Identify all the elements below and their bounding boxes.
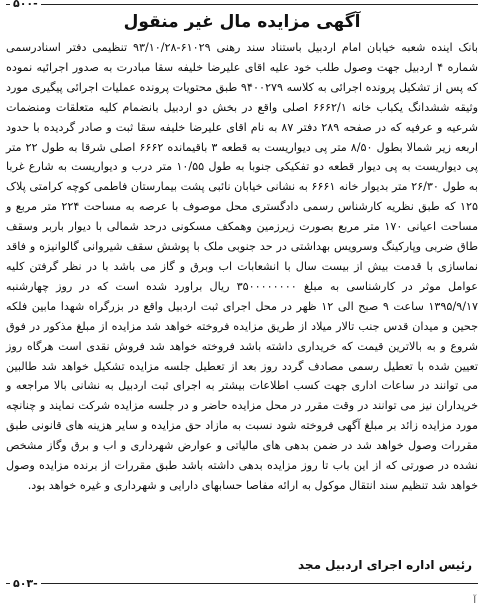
notice-body: بانک اینده شعبه خیابان امام اردبیل باستناد سند رهنی ۶۱۰۲۹-۹۳/۱۰/۲۸ تنظیمی دفتر اسنادرسمی شماره ۴ اردبیل جهت وصول طلب خود علیه اقای علیرضا خلیفه سقا مبادرت به صدور اجرائیه نموده که پس از تشکیل پرونده اجرائی به کلاسه ۹۴۰۰۲۷۹ طبق محتویات پرونده عملیات اجرائی پیگیری مورد وثیقه ششدانگ یکباب خانه ۶۶۶۲/۱ اصلی واقع در بخش دو اردبیل بانضمام کلیه متعلقات ومنضمات شرعیه و عرفیه که در صفحه ۲۸۹ دفتر ۸۷ به نام اقای علیرضا خلیفه سقا ثبت و صادر گردیده با حدود اربعه زیر شمالا بطول ۸/۵۰ متر پی دیواریست به قطعه ۳ باقیمانده ۶۶۶۲ اصلی شرقا به طول ۲۲ متر پی دیواریست به پی دیوار قطعه دو تفکیکی جنوبا به طول ۱۰/۵۵ متر درب و دیواریست به شارع غربا به طول ۲۶/۳۰ متر بدیوار خانه ۶۶۶۱ به نشانی خیابان نائبی پشت بیمارستان فاطمی کوچه کرامتی پلاک ۱۲۵ که طبق نظریه کارشناس رسمی دادگستری محل موصوف با عرصه به مساحت ۲۲۴ متر مربع و مساحت اعیانی ۱۷۰ متر مربع بصورت زیرزمین وهمکف مسکونی درحد شمالی با دیوار باربر وسقف طاق ضربی وپارکینگ وسرویس بهداشتی در حد جنوبی ملک با پوشش سقف شیروانی گالوانیزه و فاقد نماسازی با قدمت بیش از بیست سال با انشعابات اب وبرق و گاز می باشد با در نظر گرفتن کلیه عوامل موثر در کارشناسی به مبلغ ۳۵۰۰۰۰۰۰۰۰ ریال براورد شده است که در روز چهارشنبه ۱۳۹۵/۹/۱۷ ساعت ۹ صبح الی ۱۲ ظهر در محل اجرای ثبت اردبیل واقع در بزرگراه شهدا مابین فلکه جحین و میدان قدس جنب تالار میلاد از طریق مزایده فروخته خواهد شد مزایده از مبلغ مذکور در فوق شروع و به بالاترین قیمت که خریداری داشته باشد فروخته خواهد شد فروش نقدی است هرگاه روز تعیین شده با تعطیل رسمی مصادف گردد روز بعد از تعطیل جلسه مزایده تشکیل خواهد شد طالبین می توانند در ساعات اداری جهت کسب اطلاعات بیشتر به اجرای ثبت اردبیل به نشانی بالا مراجعه و خریداران نیز می توانند در وقت مقرر در محل مزایده حاضر و در جلسه مزایده شرکت نمایند و چنانچه مورد مزایده زائد بر مبلغ آگهی فروخته شود نسبت به مازاد حق مزایده و سایر هزینه های قانونی طبق مقررات وصول خواهد شد در ضمن بدهی های مالیاتی و عوارض شهرداری و اب و برق وگاز مشخص نشده در صورتی که از این باب تا روز مزایده بدهی داشته باشد طبق مقررات از برنده مزایده وصول خواهد شد تنظیم سند انتقال موکول به ارائه مفاصا حسابهای دارایی و شهرداری و غیره خواهد بود.: [6, 41, 479, 492]
notice-title: آگهی مزایده مال غیر منقول: [123, 12, 361, 32]
top-divider: [6, 4, 478, 5]
signature: رئیس اداره اجرای اردبیل مجد: [297, 558, 472, 572]
bottom-divider: [6, 583, 478, 584]
next-notice-fragment: آ: [473, 596, 476, 606]
auction-notice: [6, 0, 478, 607]
top-ad-number: -۵۰۰: [10, 0, 41, 10]
bottom-ad-number: -۵۰۳: [10, 578, 41, 590]
